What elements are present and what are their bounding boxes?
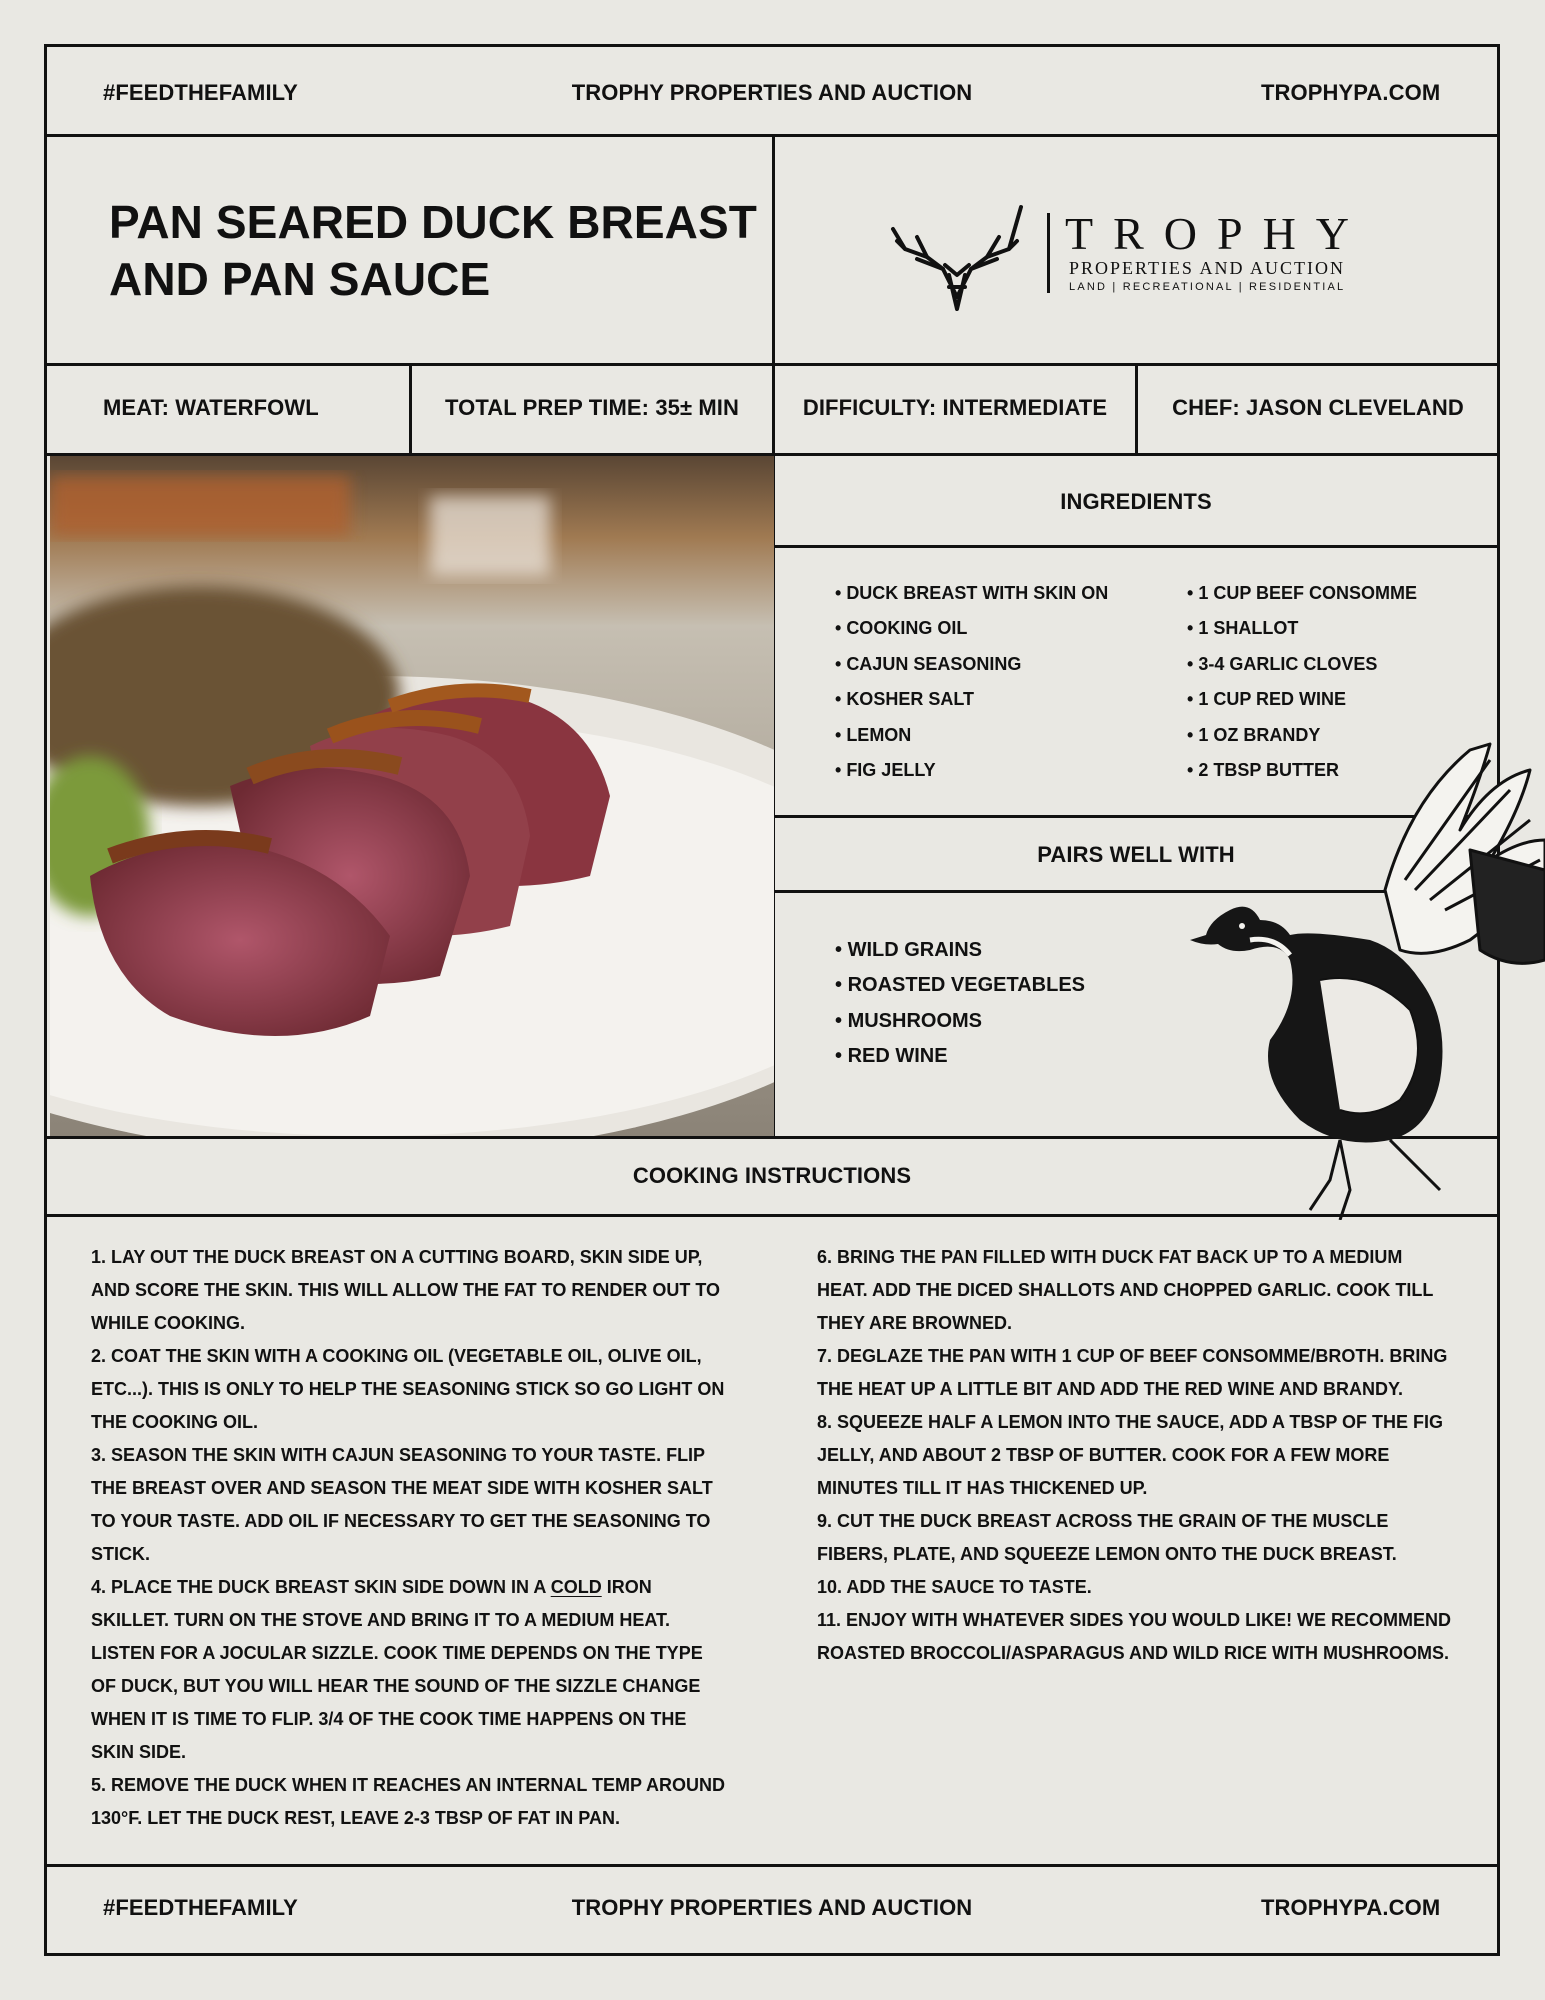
title-line-1: PAN SEARED DUCK BREAST [109, 196, 757, 248]
list-item: • MUSHROOMS [835, 1004, 1085, 1039]
divider [47, 1864, 1497, 1867]
prep-time: TOTAL PREP TIME: 35± MIN [445, 395, 739, 420]
footer-hashtag: #FEEDTHEFAMILY [103, 1895, 298, 1920]
duck-breast-photo [50, 456, 774, 1136]
divider [774, 545, 1497, 548]
step-emphasis: COLD [550, 1577, 602, 1597]
list-item: • ROASTED VEGETABLES [835, 968, 1085, 1003]
instruction-step: 8. SQUEEZE HALF A LEMON INTO THE SAUCE, ADD A TBSP OF THE FIG JELLY, AND ABOUT 2 TBSP OF BUTTER. COOK FOR A FEW MORE MINUTES TILL IT HAS THICKENED UP. [817, 1412, 1444, 1498]
instruction-step: 3. SEASON THE SKIN WITH CAJUN SEASONING TO YOUR TASTE. FLIP THE BREAST OVER AND SEASON THE MEAT SIDE WITH KOSHER SALT TO YOUR TASTE. ADD OIL IF NECESSARY TO GET THE SEASONING TO STICK. [91, 1445, 713, 1564]
step-text: 4. PLACE THE DUCK BREAST SKIN SIDE DOWN IN A [91, 1577, 551, 1597]
list-item: • CAJUN SEASONING [835, 647, 1108, 682]
list-item: • COOKING OIL [835, 611, 1108, 646]
list-item: • 1 OZ BRANDY [1187, 718, 1417, 753]
title-line-2: AND PAN SAUCE [109, 253, 491, 305]
footer-company: TROPHY PROPERTIES AND AUCTION [571, 1895, 973, 1920]
list-item: • KOSHER SALT [835, 682, 1108, 717]
footer-website-link[interactable]: TROPHYPA.COM [1261, 1895, 1441, 1920]
meat-type: MEAT: WATERFOWL [103, 395, 319, 420]
company-name: TROPHY PROPERTIES AND AUCTION [571, 80, 973, 105]
list-item: • 1 CUP BEEF CONSOMME [1187, 576, 1417, 611]
step-text: IRON SKILLET. TURN ON THE STOVE AND BRING IT TO A MEDIUM HEAT. LISTEN FOR A JOCULAR SIZZLE. COOK TIME DEPENDS ON THE TYPE OF DUCK, BUT YOU WILL HEAR THE SOUND OF THE SIZZLE CHANGE WHEN IT IS TIME TO FLIP. 3/4 OF THE COOK TIME HAPPENS ON THE SKIN SIDE. [91, 1577, 703, 1762]
list-item: • 3-4 GARLIC CLOVES [1187, 647, 1417, 682]
list-item: • 2 TBSP BUTTER [1187, 753, 1417, 788]
instruction-step: 9. CUT THE DUCK BREAST ACROSS THE GRAIN OF THE MUSCLE FIBERS, PLATE, AND SQUEEZE LEMON ONTO THE DUCK BREAST. [817, 1511, 1397, 1564]
logo-subtitle: PROPERTIES AND AUCTION [1069, 258, 1345, 278]
logo-wordmark: TROPHY [1065, 208, 1370, 259]
ingredients-list-left [835, 576, 1108, 788]
instructions-column-left [91, 1241, 731, 1835]
instruction-step [91, 1571, 731, 1769]
instruction-step: 11. ENJOY WITH WHATEVER SIDES YOU WOULD LIKE! WE RECOMMEND ROASTED BROCCOLI/ASPARAGUS AND WILD RICE WITH MUSHROOMS. [817, 1610, 1452, 1663]
list-item: • DUCK BREAST WITH SKIN ON [835, 576, 1108, 611]
pairs-list [835, 933, 1085, 1075]
instruction-step: 6. BRING THE PAN FILLED WITH DUCK FAT BACK UP TO A MEDIUM HEAT. ADD THE DICED SHALLOTS AND CHOPPED GARLIC. COOK TILL THEY ARE BROWNED. [817, 1247, 1434, 1333]
website-link[interactable]: TROPHYPA.COM [1261, 80, 1441, 105]
recipe-title [109, 194, 769, 308]
mallard-duck-illustration-icon [1190, 740, 1545, 1220]
instruction-step: 7. DEGLAZE THE PAN WITH 1 CUP OF BEEF CONSOMME/BROTH. BRING THE HEAT UP A LITTLE BIT AND ADD THE RED WINE AND BRANDY. [817, 1346, 1448, 1399]
instructions-heading: COOKING INSTRUCTIONS [632, 1163, 912, 1188]
instruction-step: 1. LAY OUT THE DUCK BREAST ON A CUTTING BOARD, SKIN SIDE UP, AND SCORE THE SKIN. THIS WILL ALLOW THE FAT TO RENDER OUT TO WHILE COOKING. [91, 1247, 720, 1333]
list-item: • LEMON [835, 718, 1108, 753]
list-item: • FIG JELLY [835, 753, 1108, 788]
ingredients-heading: INGREDIENTS [1060, 489, 1212, 514]
instruction-step: 5. REMOVE THE DUCK WHEN IT REACHES AN INTERNAL TEMP AROUND 130°F. LET THE DUCK REST, LEAVE 2-3 TBSP OF FAT IN PAN. [91, 1775, 726, 1828]
pairs-heading: PAIRS WELL WITH [1037, 842, 1235, 867]
logo-divider [1047, 213, 1050, 293]
list-item: • 1 SHALLOT [1187, 611, 1417, 646]
hashtag: #FEEDTHEFAMILY [103, 80, 298, 105]
difficulty: DIFFICULTY: INTERMEDIATE [802, 395, 1108, 420]
deer-antler-logo-icon [887, 197, 1027, 317]
list-item: • WILD GRAINS [835, 933, 1085, 968]
instructions-column-right [817, 1241, 1457, 1670]
logo-tagline: LAND | RECREATIONAL | RESIDENTIAL [1069, 281, 1346, 293]
chef-name: CHEF: JASON CLEVELAND [1172, 395, 1464, 420]
instruction-step: 10. ADD THE SAUCE TO TASTE. [817, 1577, 1092, 1597]
list-item: • 1 CUP RED WINE [1187, 682, 1417, 717]
list-item: • RED WINE [835, 1039, 1085, 1074]
instruction-step: 2. COAT THE SKIN WITH A COOKING OIL (VEGETABLE OIL, OLIVE OIL, ETC...). THIS IS ONLY TO HELP THE SEASONING STICK SO GO LIGHT ON THE COOKING OIL. [91, 1346, 725, 1432]
